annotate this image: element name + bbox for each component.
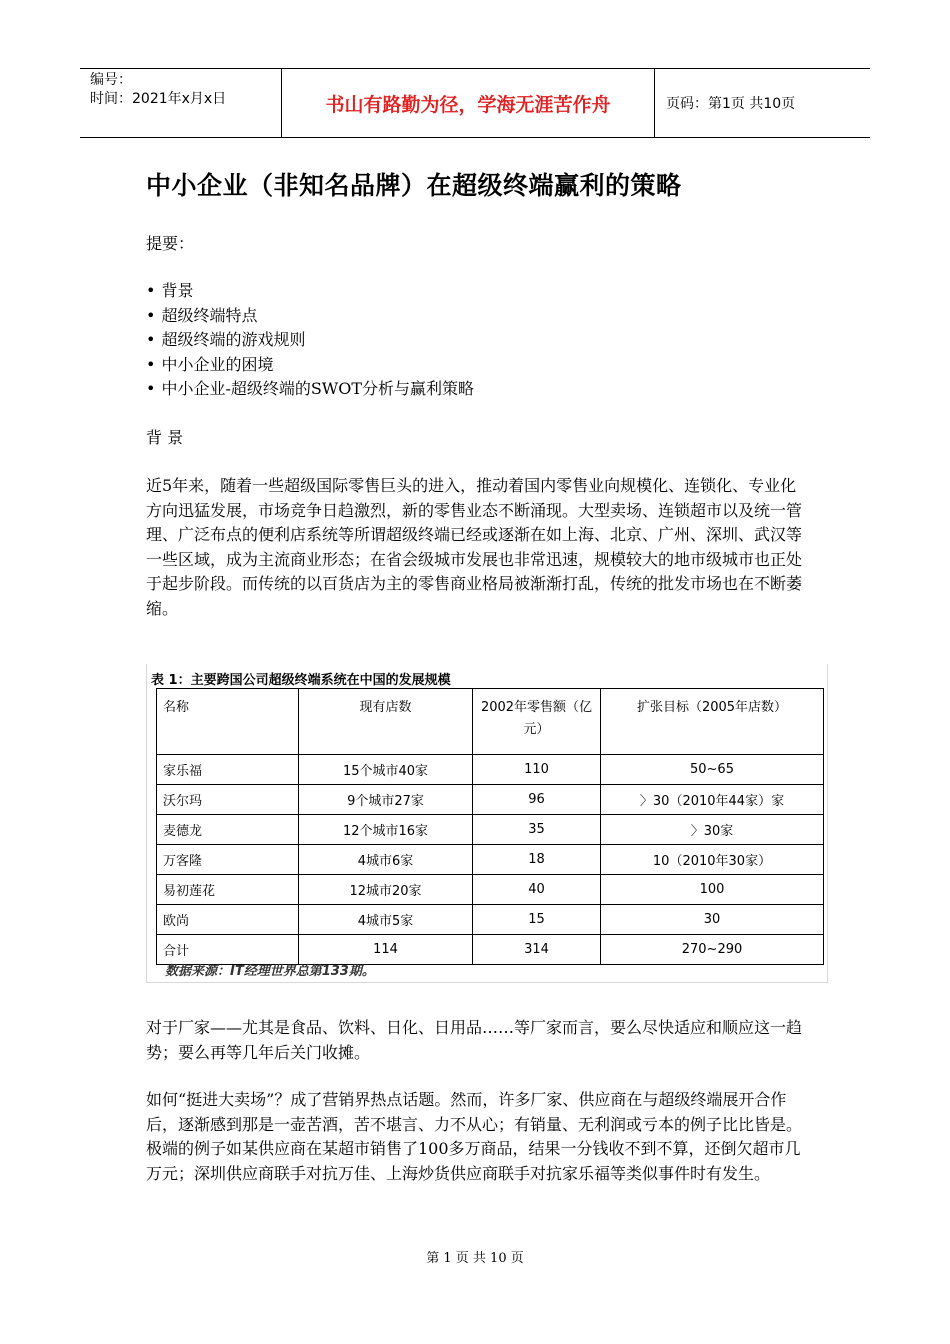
table-cell: 35 bbox=[473, 815, 601, 845]
section-heading: 背 景 bbox=[146, 428, 184, 447]
table-cell: 合计 bbox=[157, 935, 299, 965]
list-item: • 背景 bbox=[146, 279, 474, 304]
paragraph-background: 近5年来，随着一些超级国际零售巨头的进入，推动着国内零售业向规模化、连锁化、专业化方向迅猛发展，市场竞争日趋激烈，新的零售业态不断涌现。大型卖场、连锁超市以及统一管理、广泛布点的便利店系统等所谓超级终端已经或逐渐在如上海、北京、广州、深圳、武汉等一些区域，成为主流商业形态；在省会级城市发展也非常迅速，规模较大的地市级城市也正处于起步阶段。而传统的以百货店为主的零售商业格局被渐渐打乱，传统的批发市场也在不断萎缩。 bbox=[146, 476, 803, 618]
table-cell: 314 bbox=[473, 935, 601, 965]
data-table bbox=[156, 688, 824, 965]
table-cell: 家乐福 bbox=[157, 755, 299, 785]
table-row bbox=[157, 875, 824, 905]
table-cell: 10（2010年30家） bbox=[601, 845, 824, 875]
table-cell: 110 bbox=[473, 755, 601, 785]
document-header bbox=[80, 68, 870, 138]
header-motto: 书山有路勤为径，学海无涯苦作舟 bbox=[281, 69, 655, 137]
table-cell: 15个城市40家 bbox=[299, 755, 473, 785]
header-meta bbox=[80, 69, 280, 137]
paragraph-manufacturers: 对于厂家——尤其是食品、饮料、日化、日用品……等厂家而言，要么尽快适应和顺应这一趋势；要么再等几年后关门收摊。 bbox=[146, 1018, 803, 1062]
table-source-note: 数据来源：IT经理世界总第133期。 bbox=[165, 964, 375, 979]
summary-list bbox=[146, 279, 474, 402]
table-figure bbox=[146, 664, 828, 983]
list-item: • 中小企业的困境 bbox=[146, 353, 474, 378]
table-cell: 12个城市16家 bbox=[299, 815, 473, 845]
table-cell: 270~290 bbox=[601, 935, 824, 965]
header-page-info: 页码：第1页 共10页 bbox=[666, 96, 796, 112]
table-cell: 96 bbox=[473, 785, 601, 815]
table-cell: 4城市5家 bbox=[299, 905, 473, 935]
table-cell: 9个城市27家 bbox=[299, 785, 473, 815]
paragraph-challenges: 如何“挺进大卖场”？成了营销界热点话题。然而，许多厂家、供应商在与超级终端展开合作后，逐渐感到那是一壶苦酒，苦不堪言、力不从心；有销量、无利润或亏本的例子比比皆是。极端的例子如某供应商在某超市销售了100多万商品，结果一分钱收不到不算，还倒欠超市几万元；深圳供应商联手对抗万佳、上海炒货供应商联手对抗家乐福等类似事件时有发生。 bbox=[146, 1090, 803, 1183]
table-cell: 麦德龙 bbox=[157, 815, 299, 845]
table-row bbox=[157, 905, 824, 935]
table-cell: 欧尚 bbox=[157, 905, 299, 935]
list-item: • 中小企业-超级终端的SWOT分析与赢利策略 bbox=[146, 377, 474, 402]
table-header: 现有店数 bbox=[299, 689, 473, 755]
table-cell: 易初莲花 bbox=[157, 875, 299, 905]
list-item: • 超级终端特点 bbox=[146, 304, 474, 329]
table-header: 扩张目标（2005年店数） bbox=[601, 689, 824, 755]
table-row bbox=[157, 845, 824, 875]
table-header: 2002年零售额（亿元） bbox=[473, 689, 601, 755]
table-header-row bbox=[157, 689, 824, 755]
table-cell: 万客隆 bbox=[157, 845, 299, 875]
summary-label: 提要： bbox=[146, 234, 195, 253]
table-cell: 15 bbox=[473, 905, 601, 935]
table-cell: 100 bbox=[601, 875, 824, 905]
list-item: • 超级终端的游戏规则 bbox=[146, 328, 474, 353]
header-number: 编号： bbox=[90, 72, 132, 88]
table-cell: 50~65 bbox=[601, 755, 824, 785]
page-footer: 第 1 页 共 10 页 bbox=[426, 1251, 524, 1266]
table-cell: 〉30家 bbox=[601, 815, 824, 845]
table-row bbox=[157, 785, 824, 815]
table-cell: 30 bbox=[601, 905, 824, 935]
table-cell: 12城市20家 bbox=[299, 875, 473, 905]
table-cell: 40 bbox=[473, 875, 601, 905]
header-time: 时间：2021年x月x日 bbox=[90, 91, 227, 107]
table-row bbox=[157, 755, 824, 785]
table-header: 名称 bbox=[157, 689, 299, 755]
table-row bbox=[157, 815, 824, 845]
document-title: 中小企业（非知名品牌）在超级终端赢利的策略 bbox=[146, 171, 682, 200]
table-cell: 18 bbox=[473, 845, 601, 875]
table-cell: 〉30（2010年44家）家 bbox=[601, 785, 824, 815]
table-cell: 4城市6家 bbox=[299, 845, 473, 875]
table-cell: 沃尔玛 bbox=[157, 785, 299, 815]
table-caption: 表 1：主要跨国公司超级终端系统在中国的发展规模 bbox=[151, 673, 451, 688]
table-cell: 114 bbox=[299, 935, 473, 965]
